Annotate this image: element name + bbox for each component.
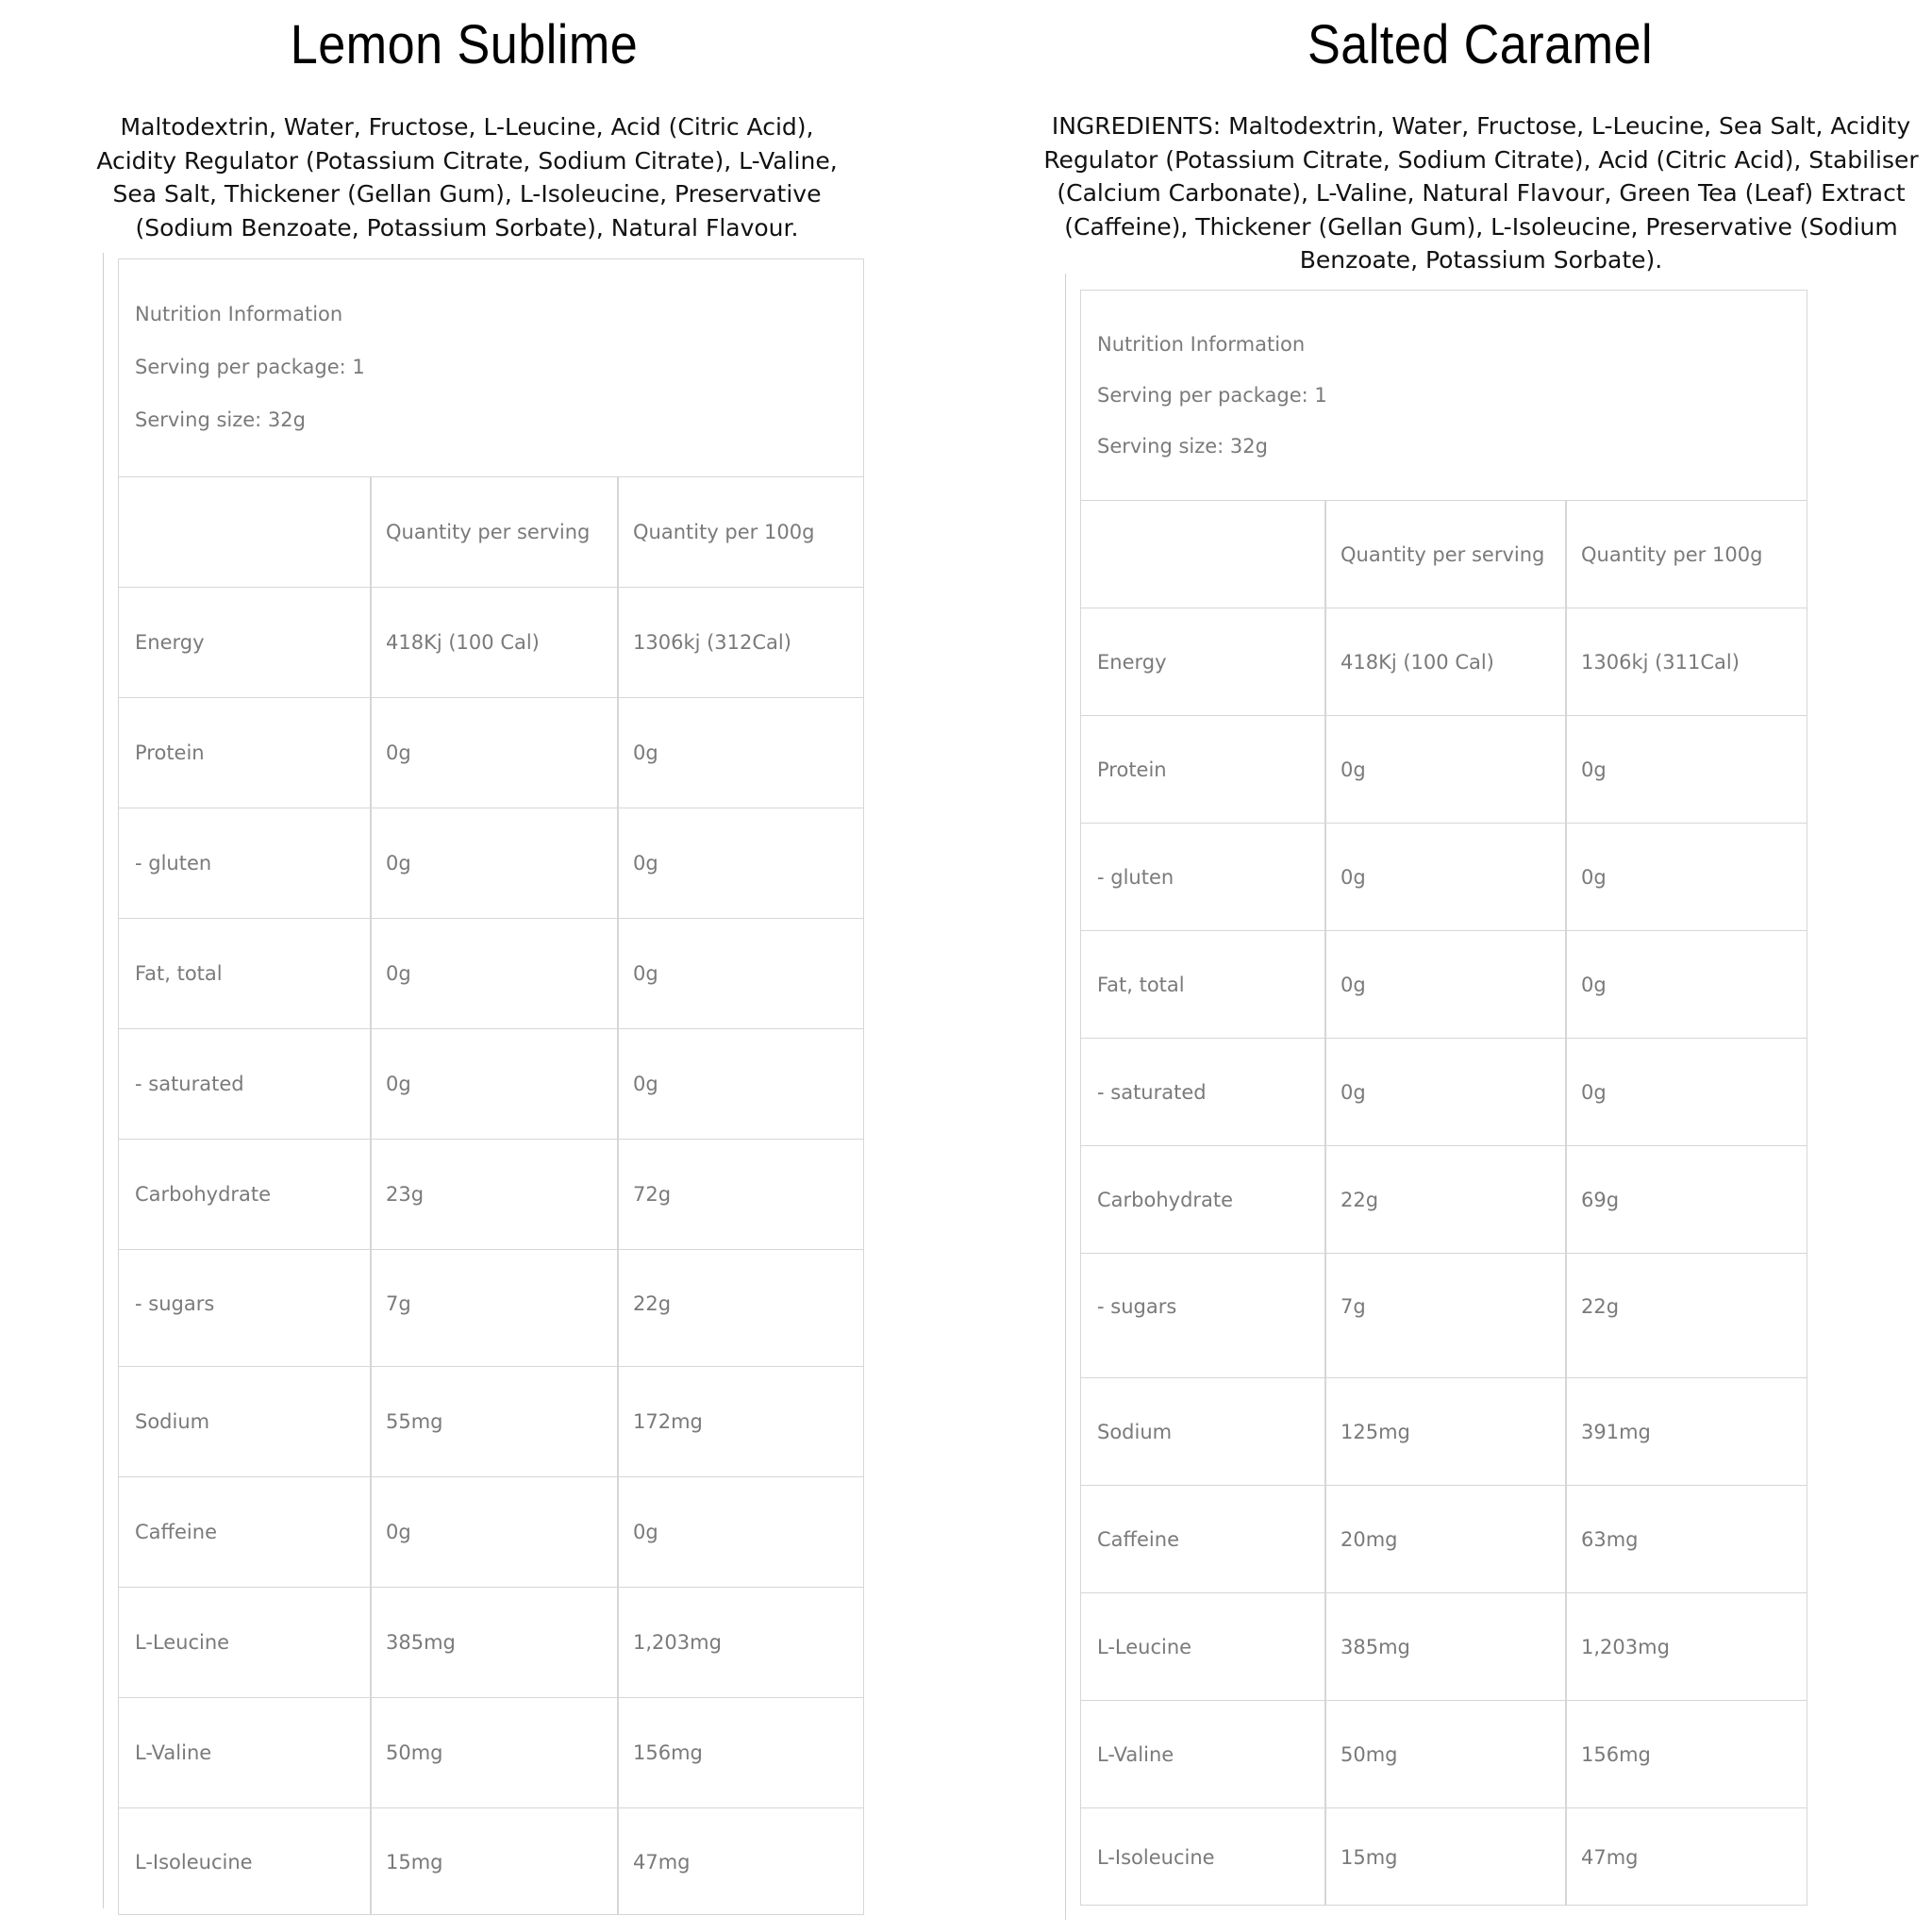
per-100g-value: 0g [633, 962, 658, 985]
table-row [1081, 1701, 1807, 1808]
nutrient-label: Sodium [1097, 1420, 1173, 1443]
nutrition-heading: Nutrition Information [135, 303, 343, 325]
table-row [119, 1140, 863, 1250]
table-row [119, 698, 863, 808]
nutrition-heading: Nutrition Information [1097, 333, 1306, 356]
table-row [1081, 1486, 1807, 1593]
per-100g-value: 0g [1581, 973, 1607, 996]
nutrient-label: L-Valine [135, 1741, 212, 1764]
column-header-per-100g: Quantity per 100g [633, 521, 815, 543]
column-header-row [119, 477, 863, 588]
per-serving-value: 15mg [386, 1851, 443, 1874]
per-serving-value: 15mg [1341, 1846, 1398, 1869]
table-row [119, 1588, 863, 1698]
per-100g-value: 0g [1581, 1080, 1607, 1104]
nutrition-panel [118, 258, 864, 1915]
per-serving-value: 0g [386, 1073, 411, 1095]
per-100g-value: 47mg [1581, 1846, 1639, 1869]
per-serving-value: 418Kj (100 Cal) [1341, 650, 1494, 674]
per-100g-value: 1,203mg [1581, 1635, 1670, 1658]
nutrient-label: Caffeine [135, 1521, 217, 1543]
column-header-per-serving: Quantity per serving [386, 521, 591, 543]
column-header-per-100g: Quantity per 100g [1581, 542, 1763, 566]
per-100g-value: 63mg [1581, 1527, 1639, 1551]
table-row [119, 1367, 863, 1477]
table-row [119, 1250, 863, 1367]
table-row [119, 588, 863, 698]
per-serving-value: 0g [1341, 865, 1366, 889]
per-serving-value: 0g [1341, 758, 1366, 781]
per-100g-value: 1306kj (311Cal) [1581, 650, 1740, 674]
nutrient-label: Protein [1097, 758, 1167, 781]
per-serving-value: 0g [1341, 1080, 1366, 1104]
column-header-nutrient [1081, 501, 1324, 608]
per-serving-value: 0g [386, 1521, 411, 1543]
per-serving-value: 418Kj (100 Cal) [386, 631, 540, 654]
per-100g-value: 0g [1581, 865, 1607, 889]
left-rule [103, 253, 104, 1908]
servings-per-package: Serving per package: 1 [1097, 384, 1327, 407]
nutrient-label: - saturated [135, 1073, 244, 1095]
per-100g-value: 391mg [1581, 1420, 1651, 1443]
per-100g-value: 172mg [633, 1410, 703, 1433]
column-header-nutrient [119, 477, 370, 587]
nutrient-label: L-Isoleucine [135, 1851, 253, 1874]
table-row [1081, 1378, 1807, 1486]
per-100g-value: 0g [633, 741, 658, 764]
per-100g-value: 69g [1581, 1188, 1620, 1211]
per-100g-value: 72g [633, 1183, 672, 1206]
table-row [119, 1808, 863, 1916]
nutrient-label: Carbohydrate [135, 1183, 272, 1206]
per-100g-value: 22g [1581, 1295, 1620, 1318]
nutrient-label: Caffeine [1097, 1527, 1179, 1551]
table-row [1081, 1039, 1807, 1146]
nutrient-label: Carbohydrate [1097, 1188, 1234, 1211]
per-100g-value: 0g [1581, 758, 1607, 781]
nutrient-label: L-Isoleucine [1097, 1846, 1215, 1869]
table-row [1081, 1593, 1807, 1701]
per-100g-value: 1306kj (312Cal) [633, 631, 791, 654]
nutrition-header [119, 259, 863, 477]
table-row [1081, 1146, 1807, 1254]
per-serving-value: 23g [386, 1183, 425, 1206]
column-header-per-serving: Quantity per serving [1341, 542, 1545, 566]
per-serving-value: 0g [386, 852, 411, 874]
per-serving-value: 20mg [1341, 1527, 1398, 1551]
serving-size: Serving size: 32g [135, 408, 306, 431]
per-serving-value: 0g [386, 962, 411, 985]
nutrient-label: - sugars [135, 1292, 215, 1315]
table-row [119, 808, 863, 919]
column-header-row [1081, 501, 1807, 608]
per-100g-value: 156mg [1581, 1742, 1651, 1766]
per-serving-value: 385mg [386, 1631, 456, 1654]
nutrient-label: Energy [1097, 650, 1167, 674]
per-serving-value: 7g [386, 1292, 411, 1315]
serving-size: Serving size: 32g [1097, 435, 1268, 458]
table-row [119, 1698, 863, 1808]
per-serving-value: 50mg [1341, 1742, 1398, 1766]
nutrient-label: Sodium [135, 1410, 210, 1433]
nutrient-label: Protein [135, 741, 205, 764]
per-serving-value: 50mg [386, 1741, 443, 1764]
per-100g-value: 1,203mg [633, 1631, 722, 1654]
nutrition-header [1081, 291, 1807, 501]
servings-per-package: Serving per package: 1 [135, 356, 365, 378]
nutrient-label: - gluten [1097, 865, 1174, 889]
per-serving-value: 385mg [1341, 1635, 1410, 1658]
nutrient-label: Fat, total [135, 962, 223, 985]
nutrient-label: - saturated [1097, 1080, 1207, 1104]
per-serving-value: 22g [1341, 1188, 1379, 1211]
per-serving-value: 7g [1341, 1295, 1366, 1318]
per-serving-value: 55mg [386, 1410, 443, 1433]
nutrient-label: L-Leucine [1097, 1635, 1192, 1658]
per-serving-value: 0g [386, 741, 411, 764]
table-row [1081, 931, 1807, 1039]
table-row [1081, 1254, 1807, 1378]
table-row [1081, 608, 1807, 716]
per-100g-value: 0g [633, 1073, 658, 1095]
table-row [1081, 716, 1807, 824]
ingredients-text: Maltodextrin, Water, Fructose, L-Leucine, Acid (Citric Acid), Acidity Regulator (Potassium Citrate, Sodium Citrate), L-Valine, Sea Salt, Thickener (Gellan Gum), L-Isoleucine, Preservative (Sodium Benzoate, Potassium Sorbate), Natural Flavour. [96, 113, 838, 242]
nutrition-table [1081, 501, 1807, 1905]
table-row [119, 1029, 863, 1140]
nutrient-label: Energy [135, 631, 205, 654]
nutrient-label: Fat, total [1097, 973, 1185, 996]
nutrient-label: L-Leucine [135, 1631, 230, 1654]
nutrition-table [119, 477, 863, 1914]
nutrition-panel [1080, 290, 1807, 1906]
left-rule [1065, 274, 1066, 1920]
table-row [1081, 824, 1807, 931]
product-title: Lemon Sublime [290, 14, 639, 75]
table-row [119, 919, 863, 1029]
per-100g-value: 47mg [633, 1851, 691, 1874]
nutrient-label: - gluten [135, 852, 212, 874]
per-serving-value: 0g [1341, 973, 1366, 996]
per-100g-value: 0g [633, 1521, 658, 1543]
per-serving-value: 125mg [1341, 1420, 1410, 1443]
product-title: Salted Caramel [1307, 14, 1654, 75]
nutrient-label: L-Valine [1097, 1742, 1174, 1766]
per-100g-value: 22g [633, 1292, 672, 1315]
per-100g-value: 156mg [633, 1741, 703, 1764]
table-row [1081, 1808, 1807, 1907]
per-100g-value: 0g [633, 852, 658, 874]
ingredients-text: INGREDIENTS: Maltodextrin, Water, Fructose, L-Leucine, Sea Salt, Acidity Regulator (Potassium Citrate, Sodium Citrate), Acid (Citric Acid), Stabiliser (Calcium Carbonate), L-Valine, Natural Flavour, Green Tea (Leaf) Extract (Caffeine), Thickener (Gellan Gum), L-Isoleucine, Preservative (Sodium Benzoate, Potassium Sorbate). [1043, 112, 1919, 274]
nutrient-label: - sugars [1097, 1295, 1177, 1318]
table-row [119, 1477, 863, 1588]
